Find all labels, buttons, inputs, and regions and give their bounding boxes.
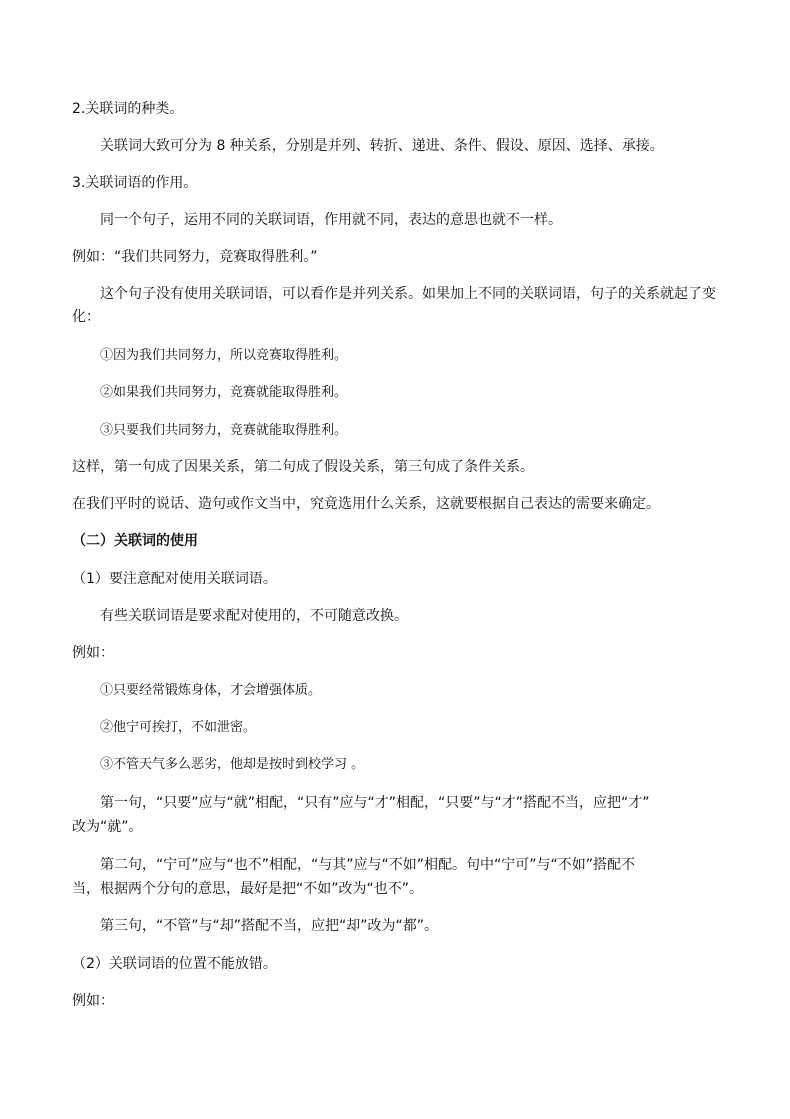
example-label: 例如： xyxy=(72,993,114,1009)
rule1-heading: （1）要注意配对使用关联词语。 xyxy=(72,571,277,587)
section-heading-types: 2.关联词的种类。 xyxy=(72,101,184,117)
paragraph-conclusion1: 这样，第一句成了因果关系，第二句成了假设关系，第三句成了条件关系。 xyxy=(72,459,534,475)
rule2-heading: （2）关联词语的位置不能放错。 xyxy=(72,956,277,972)
paragraph-function: 同一个句子，运用不同的关联词语，作用就不同，表达的意思也就不一样。 xyxy=(100,212,562,228)
analysis2-line2: 当，根据两个分句的意思，最好是把“不如”改为“也不”。 xyxy=(72,881,424,897)
analysis3: 第三句，“不管”与“却”搭配不当，应把“却”改为“都”。 xyxy=(100,918,439,934)
paragraph-types: 关联词大致可分为 8 种关系，分别是并列、转折、递进、条件、假设、原因、选择、承接。 xyxy=(100,138,664,154)
analysis1-line2: 改为“就”。 xyxy=(72,819,143,835)
paragraph-explain-line2: 化： xyxy=(72,309,100,325)
paragraph-rule1: 有些关联词语是要求配对使用的，不可随意改换。 xyxy=(100,608,408,624)
example-sentence: ③只要我们共同努力，竞赛就能取得胜利。 xyxy=(100,423,348,438)
example-label: 例如： xyxy=(72,645,114,661)
section-heading-usage: （二）关联词的使用 xyxy=(72,533,198,549)
example-sentence: ①只要经常锻炼身体，才会增强体质。 xyxy=(100,683,322,698)
paragraph-explain-line1: 这个句子没有使用关联词语，可以看作是并列关系。如果加上不同的关联词语，句子的关系就起了变 xyxy=(100,286,716,302)
example-sentence: ③不管天气多么恶劣，他却是按时到校学习 。 xyxy=(100,757,365,772)
example-intro: 例如：“我们共同努力，竞赛取得胜利。” xyxy=(72,249,318,265)
example-sentence: ①因为我们共同努力，所以竞赛取得胜利。 xyxy=(100,348,348,363)
paragraph-conclusion2: 在我们平时的说话、造句或作文当中，究竟选用什么关系，这就要根据自己表达的需要来确定。 xyxy=(72,496,660,512)
example-sentence: ②如果我们共同努力，竞赛就能取得胜利。 xyxy=(100,385,348,400)
section-heading-function: 3.关联词语的作用。 xyxy=(72,175,198,191)
analysis2-line1: 第二句，“宁可”应与“也不”相配，“与其”应与“不如”相配。句中“宁可”与“不如”搭配不 xyxy=(100,857,636,873)
analysis1-line1: 第一句，“只要”应与“就”相配，“只有”应与“才”相配，“只要”与“才”搭配不当，应把“才” xyxy=(100,795,650,811)
example-sentence: ②他宁可挨打，不如泄密。 xyxy=(100,720,257,735)
